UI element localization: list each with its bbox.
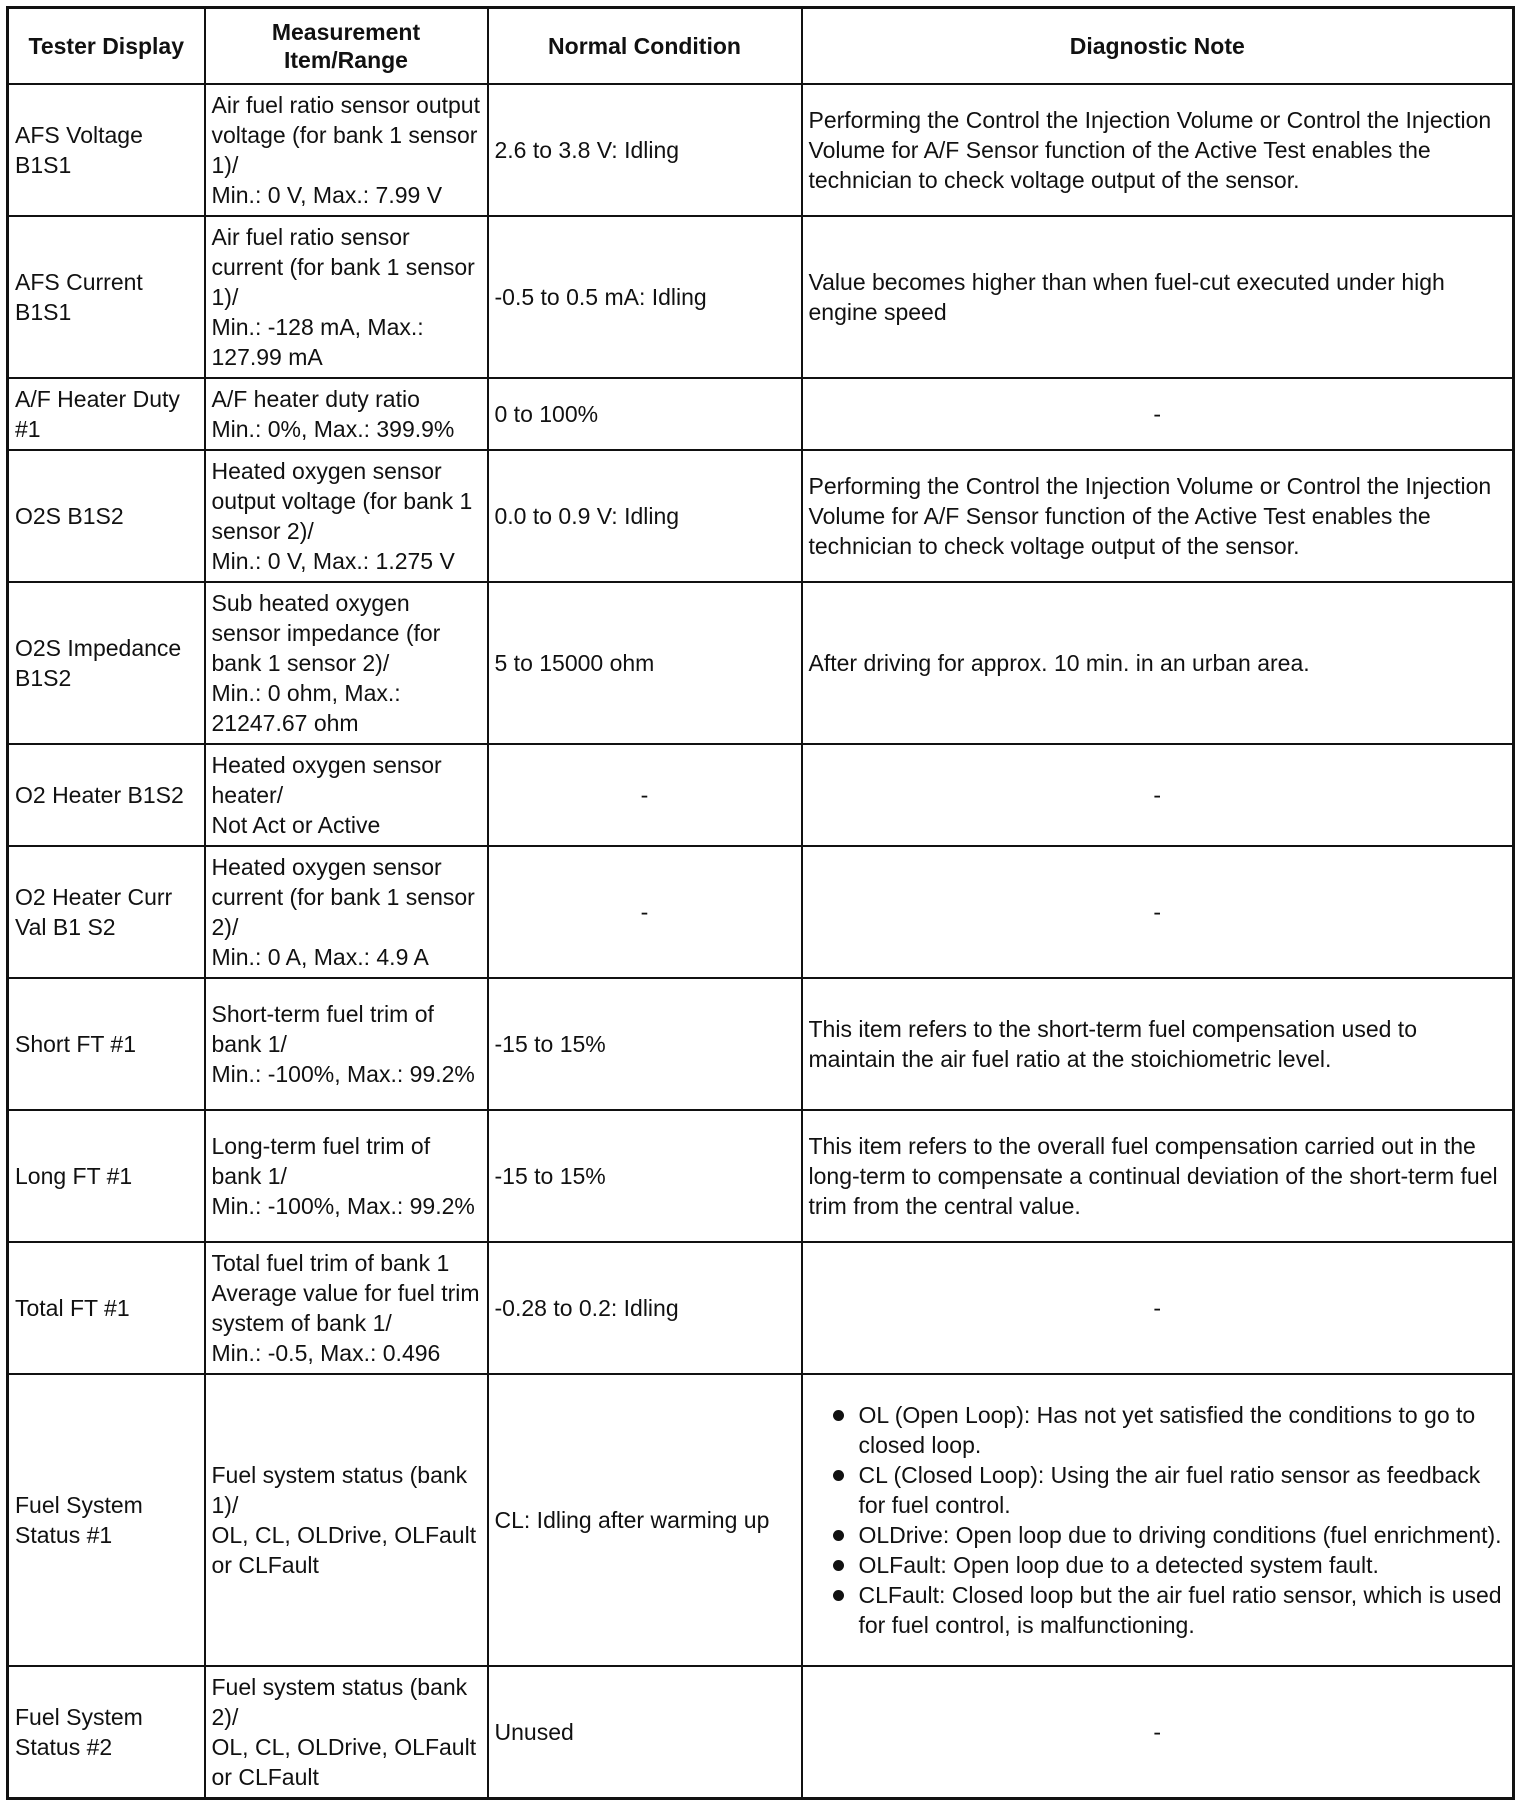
table-row [8,84,1514,216]
measurement-item: Long-term fuel trim of bank 1/ [211,1133,431,1189]
diagnostic-note-cell: This item refers to the overall fuel compensation carried out in the long-term to compensate a continual deviation of the short-term fuel trim from the central value. [802,1110,1514,1242]
measurement-item: A/F heater duty ratio [211,386,420,412]
normal-condition-cell: 0.0 to 0.9 V: Idling [488,450,802,582]
diagnostic-note-cell: - [802,744,1514,846]
measurement-range: Not Act or Active [211,812,381,838]
diagnostic-note-cell: - [802,1242,1514,1374]
measurement-cell [205,978,488,1110]
table-row [8,582,1514,744]
header-row [8,8,1514,85]
measurement-cell [205,744,488,846]
tester-display-cell: AFS Current B1S1 [8,216,205,378]
data-list-sheet [6,6,1512,1800]
normal-condition-cell: 0 to 100% [488,378,802,450]
measurement-cell [205,1666,488,1798]
tester-display-cell: O2 Heater Curr Val B1 S2 [8,846,205,978]
list-item: CLFault: Closed loop but the air fuel ratio sensor, which is used for fuel control, is malfunctioning. [809,1580,1507,1640]
measurement-cell [205,378,488,450]
normal-condition-cell: 5 to 15000 ohm [488,582,802,744]
normal-condition-cell: -0.28 to 0.2: Idling [488,1242,802,1374]
normal-condition-cell: Unused [488,1666,802,1798]
tester-display-cell: Fuel System Status #2 [8,1666,205,1798]
list-item: OLDrive: Open loop due to driving conditions (fuel enrichment). [809,1520,1507,1550]
normal-condition-cell: 2.6 to 3.8 V: Idling [488,84,802,216]
measurement-item: Sub heated oxygen sensor impedance (for bank 1 sensor 2)/ [211,590,441,676]
header-measurement-line2: Item/Range [284,47,408,73]
measurement-cell [205,450,488,582]
list-item: OL (Open Loop): Has not yet satisfied the conditions to go to closed loop. [809,1400,1507,1460]
tester-display-cell: O2S Impedance B1S2 [8,582,205,744]
measurement-range: Min.: 0 V, Max.: 1.275 V [211,548,455,574]
table-row [8,450,1514,582]
measurement-item: Air fuel ratio sensor output voltage (for bank 1 sensor 1)/ [211,92,480,178]
normal-condition-cell: - [488,846,802,978]
header-normal-condition: Normal Condition [488,8,802,85]
measurement-cell [205,216,488,378]
measurement-range: Min.: -128 mA, Max.: 127.99 mA [211,314,424,370]
diagnostic-note-cell [802,1374,1514,1666]
table-row [8,978,1514,1110]
measurement-cell [205,846,488,978]
measurement-item: Heated oxygen sensor heater/ [211,752,442,808]
table-row [8,846,1514,978]
diagnostic-note-cell: - [802,378,1514,450]
measurement-cell [205,1242,488,1374]
measurement-range: Min.: 0 A, Max.: 4.9 A [211,944,429,970]
tester-display-cell: Fuel System Status #1 [8,1374,205,1666]
data-list-table [6,6,1515,1800]
measurement-range: Min.: 0%, Max.: 399.9% [211,416,455,442]
tester-display-cell: Long FT #1 [8,1110,205,1242]
measurement-range: Min.: -100%, Max.: 99.2% [211,1193,475,1219]
tester-display-cell: Total FT #1 [8,1242,205,1374]
tester-display-cell: O2 Heater B1S2 [8,744,205,846]
normal-condition-cell: -0.5 to 0.5 mA: Idling [488,216,802,378]
measurement-item: Total fuel trim of bank 1 Average value for fuel trim system of bank 1/ [211,1250,480,1336]
measurement-item: Fuel system status (bank 2)/ [211,1673,468,1730]
list-item: OLFault: Open loop due to a detected system fault. [809,1550,1507,1580]
table-row [8,744,1514,846]
measurement-range: Min.: 0 ohm, Max.: 21247.67 ohm [211,680,401,736]
diagnostic-note-cell: This item refers to the short-term fuel compensation used to maintain the air fuel ratio at the stoichiometric level. [802,978,1514,1110]
normal-condition-cell: CL: Idling after warming up [488,1374,802,1666]
table-row [8,378,1514,450]
normal-condition-cell: -15 to 15% [488,1110,802,1242]
header-diagnostic-note: Diagnostic Note [802,8,1514,85]
tester-display-cell: Short FT #1 [8,978,205,1110]
measurement-cell [205,84,488,216]
tester-display-cell: A/F Heater Duty #1 [8,378,205,450]
table-row [8,1110,1514,1242]
measurement-range: OL, CL, OLDrive, OLFault or CLFault [211,1522,477,1578]
measurement-range: Min.: 0 V, Max.: 7.99 V [211,182,443,208]
diagnostic-note-cell: Performing the Control the Injection Volume or Control the Injection Volume for A/F Sensor function of the Active Test enables the technician to check voltage output of the sensor. [802,450,1514,582]
measurement-item: Heated oxygen sensor current (for bank 1 sensor 2)/ [211,854,475,940]
header-measurement-line1: Measurement [271,19,421,45]
measurement-item: Heated oxygen sensor output voltage (for bank 1 sensor 2)/ [211,458,473,544]
table-row [8,216,1514,378]
measurement-range: OL, CL, OLDrive, OLFault or CLFault [211,1733,477,1790]
measurement-range: Min.: -100%, Max.: 99.2% [211,1061,475,1087]
normal-condition-cell: -15 to 15% [488,978,802,1110]
table-row [8,1666,1514,1798]
list-item: CL (Closed Loop): Using the air fuel ratio sensor as feedback for fuel control. [809,1460,1507,1520]
measurement-cell [205,1110,488,1242]
diagnostic-note-cell: After driving for approx. 10 min. in an urban area. [802,582,1514,744]
measurement-item: Fuel system status (bank 1)/ [211,1462,468,1518]
diagnostic-note-cell: - [802,1666,1514,1798]
fuel-status-list [809,1400,1507,1640]
measurement-cell [205,582,488,744]
measurement-item: Air fuel ratio sensor current (for bank 1 sensor 1)/ [211,224,475,310]
diagnostic-note-cell: Performing the Control the Injection Volume or Control the Injection Volume for A/F Sensor function of the Active Test enables the technician to check voltage output of the sensor. [802,84,1514,216]
measurement-cell [205,1374,488,1666]
tester-display-cell: AFS Voltage B1S1 [8,84,205,216]
diagnostic-note-cell: - [802,846,1514,978]
measurement-range: Min.: -0.5, Max.: 0.496 [211,1340,441,1366]
measurement-item: Short-term fuel trim of bank 1/ [211,1001,434,1057]
normal-condition-cell: - [488,744,802,846]
diagnostic-note-cell: Value becomes higher than when fuel-cut executed under high engine speed [802,216,1514,378]
table-row [8,1242,1514,1374]
header-tester-display: Tester Display [8,8,205,85]
tester-display-cell: O2S B1S2 [8,450,205,582]
table-row [8,1374,1514,1666]
header-measurement [205,8,488,85]
